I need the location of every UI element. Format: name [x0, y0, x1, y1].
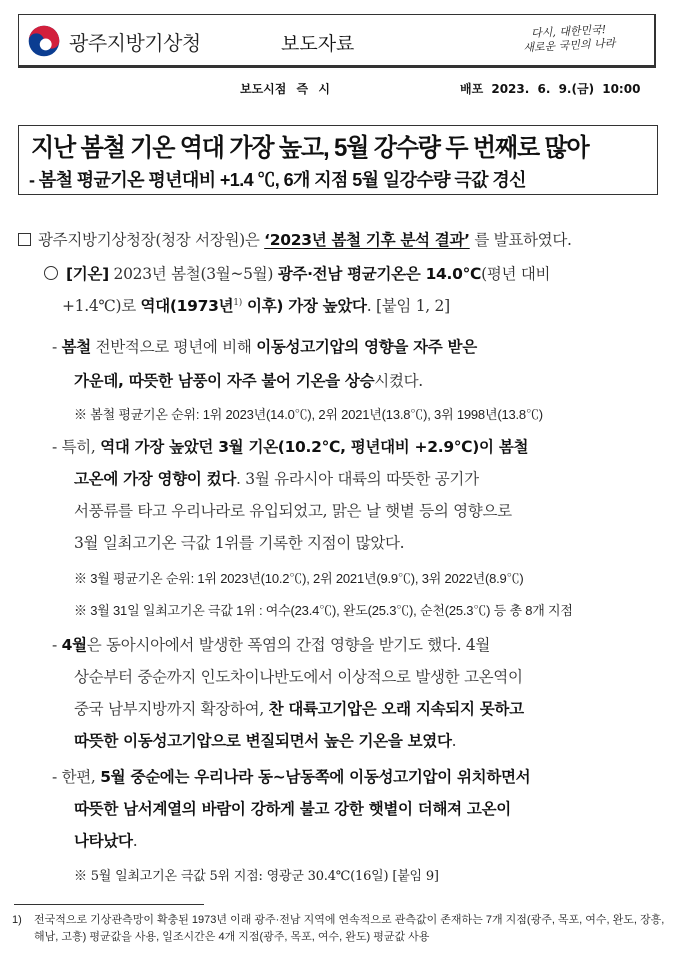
text: . [붙임 1, 2]: [366, 297, 450, 315]
footnote-ref[interactable]: 1): [233, 298, 242, 308]
temp-section-line-2: [62, 294, 450, 316]
intro-paragraph: [18, 228, 572, 250]
dash: -: [52, 768, 62, 786]
temp-section-line-1: [44, 262, 550, 284]
bold-text: 역대(1973년: [140, 297, 234, 315]
text: 은 동아시아에서 발생한 폭염의 간접 영향을 받기도 했다. 4월: [86, 636, 491, 654]
page-subtitle: - 봄철 평균기온 평년대비 +1.4 ℃, 6개 지점 5월 일강수량 극값 경신: [29, 170, 526, 190]
footnote-text: 전국적으로 기상관측망이 확충된 1973년 이래 광주·전남 지역에 연속적으로 관측값이 존재하는 7개 지점(광주, 목포, 여수, 완도, 장흥, 해남, 고흥) 평균값을 사용, 일조시간은 4개 지점(광주, 목포, 여수, 완도) 평균값 사용: [34, 914, 665, 943]
agency-logo: [27, 24, 201, 58]
text: +1.4℃)로: [62, 297, 141, 315]
bold-text: 역대 가장 높았던 3월 기온(10.2℃, 평년대비 +2.9℃)이 봄철: [100, 438, 529, 456]
text: 전반적으로 평년에 비해: [90, 338, 257, 356]
bullet-4-note: ※ 5월 일최고기온 극값 5위 지점: 영광군 30.4℃(16일) [붙임 9]: [74, 869, 439, 884]
text: . 3월 유라시아 대륙의 따뜻한 공기가: [236, 470, 479, 488]
text: .: [132, 832, 138, 850]
bold-text: 고온에 가장 영향이 컸다: [74, 470, 237, 488]
text: .: [451, 732, 457, 750]
bold-text: 찬 대륙고기압은 오래 지속되지 못하고: [268, 700, 524, 718]
taegeuk-logo-icon: [27, 24, 61, 58]
text: 중국 남부지방까지 확장하여,: [74, 700, 269, 718]
bold-text: 4월: [61, 636, 87, 654]
footnote-number: 1): [12, 914, 22, 926]
bullet-2-note-1: ※ 3월 평균기온 순위: 1위 2023년(10.2℃), 2위 2021년(9.9℃), 3위 2022년(8.9℃): [74, 571, 524, 586]
bullet-2-line-4: 3월 일최고기온 극값 1위를 기록한 지점이 많았다.: [74, 534, 405, 552]
slogan-line-2: 새로운 국민의 나라: [523, 36, 616, 55]
bold-text: 5월 중순에는 우리나라 동~남동쪽에 이동성고기압이 위치하면서: [100, 768, 531, 786]
title-box: [18, 125, 658, 195]
footnote: [12, 912, 672, 946]
doc-type-label: 보도자료: [281, 33, 355, 55]
page-title: 지난 봄철 기온 역대 가장 높고, 5월 강수량 두 번째로 많아: [31, 134, 589, 162]
bullet-4-line-2: [74, 797, 511, 819]
bold-text: 이후) 가장 높았다: [241, 297, 367, 315]
intro-text: 광주지방기상청장(청장 서장원)은: [38, 231, 265, 249]
header-box: [18, 14, 656, 68]
bullet-2-line-2: [74, 467, 479, 489]
section-label: [기온]: [66, 265, 109, 283]
bullet-1-line-2: [74, 369, 423, 391]
text: 한편,: [61, 768, 101, 786]
bullet-1-line-1: [52, 335, 477, 357]
dash: -: [52, 636, 62, 654]
bold-text: 따뜻한 이동성고기압으로 변질되면서 높은 기온을 보였다: [74, 732, 452, 750]
bold-text: 이동성고기압의 영향을 자주 받은: [256, 338, 477, 356]
bold-text: 따뜻한 남서계열의 바람이 강하게 불고 강한 햇볕이 더해져 고온이: [74, 800, 511, 818]
slogan-line-1: 다시, 대한민국!: [530, 23, 607, 40]
slogan: [518, 22, 619, 55]
dash: -: [52, 338, 62, 356]
bullet-4-line-3: [74, 829, 137, 851]
release-time: 보도시점 즉 시: [240, 82, 330, 96]
agency-name: 광주지방기상청: [69, 30, 201, 55]
bullet-2-note-2: ※ 3월 31일 일최고기온 극값 1위 : 여수(23.4℃), 완도(25.3℃), 순천(25.3℃) 등 총 8개 지점: [74, 603, 573, 618]
bold-text: 나타났다: [74, 832, 133, 850]
dash: -: [52, 438, 62, 456]
bullet-2-line-1: [52, 435, 528, 457]
text: 시켰다.: [374, 372, 423, 390]
intro-text-end: 를 발표하였다.: [469, 231, 572, 249]
bold-text: 광주·전남 평균기온은 14.0℃: [277, 265, 482, 283]
circle-bullet-icon: [44, 266, 58, 280]
bullet-2-line-3: 서풍류를 타고 우리나라로 유입되었고, 맑은 날 햇볕 등의 영향으로: [74, 502, 512, 520]
distribution-date: 배포 2023. 6. 9.(금) 10:00: [460, 82, 641, 96]
bullet-1-note: ※ 봄철 평균기온 순위: 1위 2023년(14.0℃), 2위 2021년(13.8℃), 3위 1998년(13.8℃): [74, 407, 543, 422]
report-title-highlight: ‘2023년 봄철 기후 분석 결과’: [264, 231, 470, 249]
bold-text: 봄철: [61, 338, 91, 356]
text: 특히,: [61, 438, 101, 456]
text: 2023년 봄철(3월~5월): [108, 265, 278, 283]
text: (평년 대비: [481, 265, 551, 283]
bullet-3-line-2: 상순부터 중순까지 인도차이나반도에서 이상적으로 발생한 고온역이: [74, 668, 523, 686]
bullet-3-line-4: [74, 729, 456, 751]
bullet-3-line-3: [74, 697, 524, 719]
bullet-3-line-1: [52, 633, 490, 655]
bullet-4-line-1: [52, 765, 530, 787]
footnote-divider: [14, 904, 204, 905]
square-bullet-icon: [18, 233, 31, 246]
bold-text: 가운데, 따뜻한 남풍이 자주 불어 기온을 상승: [74, 372, 375, 390]
